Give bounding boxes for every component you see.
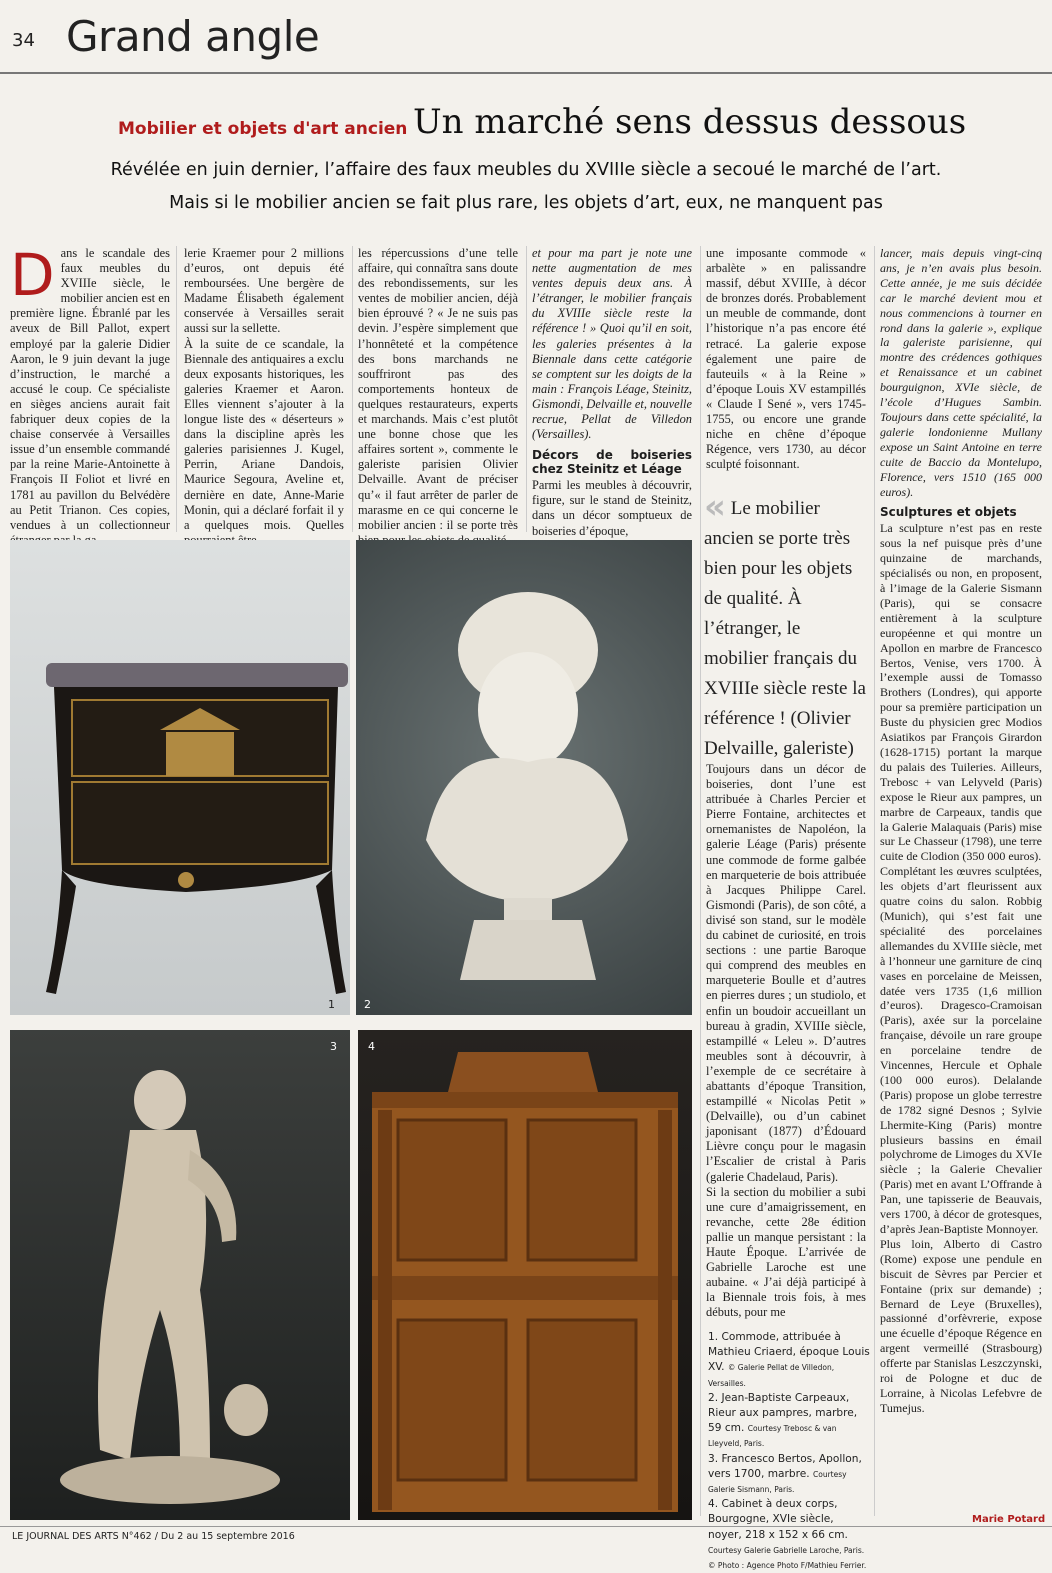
column-rule [352, 246, 353, 532]
footer-rule [0, 1526, 1052, 1527]
paragraph: lerie Kraemer pour 2 millions d’euros, ont depuis été remboursées. Une bergère de Madame Élisabeth également conservée à Versailles serait aussi sur la sellette. [184, 246, 344, 336]
caption-4 [708, 1497, 870, 1573]
drop-cap: D [10, 241, 55, 309]
paragraph: et pour ma part je note une nette augmentation de mes ventes depuis deux ans. À l’étranger, le mobilier français du XVIIIe siècle reste la référence ! » Quoi qu’il en soit, les galeries présentes à la Biennale dans cette catégorie se comptent sur les doigts de la main : François Léage, Steinitz, Gismondi, Delvaille et, nouvelle recrue, Pellat de Villedon (Versailles). [532, 246, 693, 442]
caption-credit: Courtesy Galerie Gabrielle Laroche, Paris. © Photo : Agence Photo F/Mathieu Ferrier. [708, 1545, 867, 1571]
column-rule [526, 246, 527, 532]
photo-statue [10, 1030, 350, 1520]
paragraph: une imposante commode « arbalète » en palissandre massif, début XVIIIe, à décor de bronzes dorés. Probablement un meuble de commande, dont l’historique n’a pas encore été retracé. La galerie expose également une paire de fauteuils « à la Reine » d’époque Louis XV estampillés « Claude I Sené », vers 1745-1755, ou encore une grande niche en chêne d’époque Régence, vers 1730, au décor sculpté foisonnant. [706, 246, 866, 472]
article-column-3 [358, 246, 518, 548]
article-column-6 [880, 246, 1042, 1416]
section-title: Grand angle [66, 12, 320, 61]
subheading: Sculptures et objets [880, 505, 1017, 520]
photo-commode [10, 540, 350, 1015]
standfirst-line-1: Révélée en juin dernier, l’affaire des faux meubles du XVIIIe siècle a secoué le marché de l’art. [110, 160, 942, 180]
standfirst-line-2: Mais si le mobilier ancien se fait plus rare, les objets d’art, eux, ne manquent pas [169, 193, 883, 213]
paragraph: La sculpture n’est pas en reste sous la nef puisque près d’une quinzaine de marchands, spécialisés ou non, en proposent, à l’image de la Galerie Sismann (Paris), qui se consacre entièrement à la sculpture européenne et qui montre un Apollon en marbre de Francesco Bertos, Venise, vers 1700. À l’exemple aussi de Tomasso Brothers (Londres), qui apporte pour sa première participation un Buste du physicien grec Modios Asiatikos par François Girardon (1628-1715) portant la marque du palais des Tuileries. Ailleurs, Trebosc + van Lelyveld (Paris) expose le Rieur aux pampres, un marbre de Carpeaux, tandis que la Galerie Malaquais (Paris) mise sur Le Chasseur (1798), une terre cuite de Clodion (350 000 euros). [880, 521, 1042, 864]
photo-number: 3 [330, 1040, 337, 1053]
footer-text: LE JOURNAL DES ARTS N°462 / Du 2 au 15 septembre 2016 [12, 1531, 295, 1542]
paragraph: Plus loin, Alberto di Castro (Rome) expose une pendule en biscuit de Sèvres par Percier et Fontaine (prix sur demande) ; Bernard de Leye (Bruxelles), passionné d’orfèvrerie, expose une écuelle d’époque Régence en argent vermeillé (Strasbourg) offerte par Stanislas Leszczynski, roi de Pologne et duc de Lorraine, à Nicolas Lefebvre de Tumejus. [880, 1236, 1042, 1415]
paragraph: Si la section du mobilier a subi une cure d’amaigrissement, en revanche, cette 28e édition pallie un manque persistant : la Haute Époque. L’arrivée de Gabrielle Laroche est une aubaine. « J’ai déjà participé à la Biennale trois fois, à mes débuts, pour me [706, 1184, 866, 1320]
caption-text: 1. Commode, attribuée à Mathieu Criaerd, époque Louis XV. [708, 1331, 870, 1374]
caption-text: 2. Jean-Baptiste Carpeaux, Rieur aux pampres, marbre, 59 cm. [708, 1391, 858, 1435]
pull-quote-text: Le mobilier ancien se porte très bien pour les objets de qualité. À l’étranger, le mobilier français du XVIIIe siècle reste la référence ! (Olivier Delvaille, galeriste) [704, 498, 866, 759]
article-rubric: Mobilier et objets d'art ancien [118, 119, 408, 139]
caption-credit: Courtesy Trebosc & van Lleyveld, Paris. [708, 1424, 837, 1449]
photo-cabinet [358, 1030, 692, 1520]
column-rule [700, 246, 701, 1516]
paragraph: ans le scandale des faux meubles du XVIIIe siècle, le mobilier ancien est en première ligne. Ébranlé par les aveux de Bill Pallot, expert employé par la galerie Didier Aaron, le 9 juin devant la juge d’instruction, le marché a accusé le coup. Ce spécialiste en sièges anciens aurait fait fabriquer deux copies de la chaise conservée à Versailles issue d’un ensemble commandé par la reine Marie-Antoinette à François II Foliot et livré en 1781 au pavillon du Belvédère au Petit Trianon. Ces copies, vendues à un collectionneur [10, 246, 170, 532]
article-column-2 [184, 246, 344, 548]
caption-credit: Courtesy Galerie Sismann, Paris. [708, 1469, 847, 1495]
article-column-5-lower [706, 762, 866, 1320]
caption-text: 3. Francesco Bertos, Apollon, vers 1700, marbre. [708, 1452, 862, 1480]
paragraph: les répercussions d’une telle affaire, qui connaîtra sans doute des rebondissements, sur les ventes de mobilier ancien, déjà bien éprouvé ? « Je ne suis pas devin. J’espère simplement que l’honnêteté et la compétence des bons marchands ne souffriront pas des comportements honteux de quelques restaurateurs, experts et marchands. Mais c’est plutôt une bonne chose que les affaires sortent », commente le galeriste parisien Olivier Delvaille. Avant de préciser qu’« il faut arrêter de parler de marasme en ce qui concerne le mobilier ancien : il se porte très [358, 246, 518, 532]
caption-2 [708, 1391, 870, 1452]
header-rule [0, 72, 1052, 74]
page-number: 34 [12, 30, 35, 51]
subheading: Décors de boiseries chez Steinitz et Léage [532, 448, 692, 477]
photo-number: 2 [364, 998, 371, 1011]
photo-number: 4 [368, 1040, 375, 1053]
column-rule [874, 246, 875, 1516]
paragraph: Complétant les œuvres sculptées, les objets d’art fleurissent aux quatre coins du salon. Robbig (Munich), qui s’est fait une spécialité des porcelaines allemandes du XVIIIe siècle, met à l’honneur une garniture de cinq vases en porcelaine de Meissen, datée vers 1735 (1,6 million d’euros). Dragesco-Cramoisan (Paris), axée sur la porcelaine française, dévoile un rare groupe en porcelaine tendre de Vincennes, Hercule et Ophale (100 000 euros). Delalande (Paris) propose un globe terrestre de 1782 signé Desnos ; Sylvie Lhermite-King (Paris) montre plusieurs bassins en émail polychrome de Limoges du XVIe siècle ; la Galerie Chevalier (Paris) met en avant L’Offrande à Pan, une tapisserie de Beauvais, vers 1700, à décor de grotesques, d’après Jean-Baptiste Monnoyer. [880, 864, 1042, 1236]
photo-captions [708, 1330, 870, 1573]
photo-number: 1 [328, 998, 335, 1011]
bust-image [356, 540, 692, 1015]
article-column-1 [10, 241, 170, 548]
article-column-5 [706, 246, 866, 472]
photo-bust [356, 540, 692, 1015]
pull-quote [704, 487, 866, 764]
paragraph: lancer, mais depuis vingt-cinq ans, je n’en avais plus besoin. Cette année, je me suis décidée car le marché devient mou et nous commencions à tourner en rond dans la galerie », explique la galeriste parisienne, qui montre des crédences gothiques et Renaissance et un cabinet bourguignon, XVIe siècle, de l’école d’Hugues Sambin. Toujours dans cette spécialité, la galerie londonienne Mullany expose un Saint Antoine en terre cuite de Baccio da Montelupo, Florence, vers 1510 (165 000 euros). [880, 246, 1042, 499]
commode-image [10, 540, 350, 1015]
statue-image [10, 1030, 350, 1520]
caption-credit: © Galerie Pellat de Villedon, Versailles. [708, 1363, 835, 1388]
column-rule [176, 246, 177, 532]
article-title: Un marché sens dessus dessous [413, 102, 967, 142]
caption-3 [708, 1452, 870, 1498]
quote-mark-icon: « [704, 487, 726, 527]
paragraph: À la suite de ce scandale, la Biennale des antiquaires a exclu deux exposants historiques, les galeries Kraemer et Aaron. Elles viennent s’ajouter à la longue liste des « déserteurs » dans la discipline après les galeries parisiennes J. Kugel, Perrin, Ariane Dandois, Maurice Segoura, Aveline et, dernière en date, Anne-Marie Monin, qui a déclaré forfait il y a quelques mois. Quelles [184, 336, 344, 532]
caption-text: 4. Cabinet à deux corps, Bourgogne, XVIe siècle, noyer, 218 x 152 x 66 cm. [708, 1498, 848, 1541]
byline: Marie Potard [972, 1514, 1046, 1525]
paragraph: Toujours dans un décor de boiseries, dont l’une est attribuée à Charles Percier et Pierre Fontaine, architectes et ornemanistes de Napoléon, la galerie Léage (Paris) présente une commode de forme galbée en marqueterie de bois attribuée à Jacques Philippe Carel. Gismondi (Paris), de son côté, a divisé son stand, sur le modèle du cabinet de curiosité, en trois sections : une partie Baroque qui comprend des meubles en marqueterie Boulle et d’autres en pierres dures ; un studiolo, et enfin un boudoir accueillant un bureau à gradin, XVIIIe siècle, estampillé « Leleu ». D’autres meubles sont à découvrir, à l’exemple de ce secrétaire à abattants d’époque Transition, estampillé « Nicolas Petit » (Delvaille), ou d’un cabinet japonisant (1877) d’Édouard Lièvre conçu pour le magasin l’Escalier de cristal à Paris (galerie Chadelaud, Paris). [706, 762, 866, 1184]
cabinet-image [358, 1030, 692, 1520]
article-column-4 [532, 246, 692, 539]
paragraph: Parmi les meubles à découvrir, figure, sur le stand de Steinitz, dans un décor somptueux de boiseries d’époque, [532, 478, 692, 538]
caption-1 [708, 1330, 870, 1391]
